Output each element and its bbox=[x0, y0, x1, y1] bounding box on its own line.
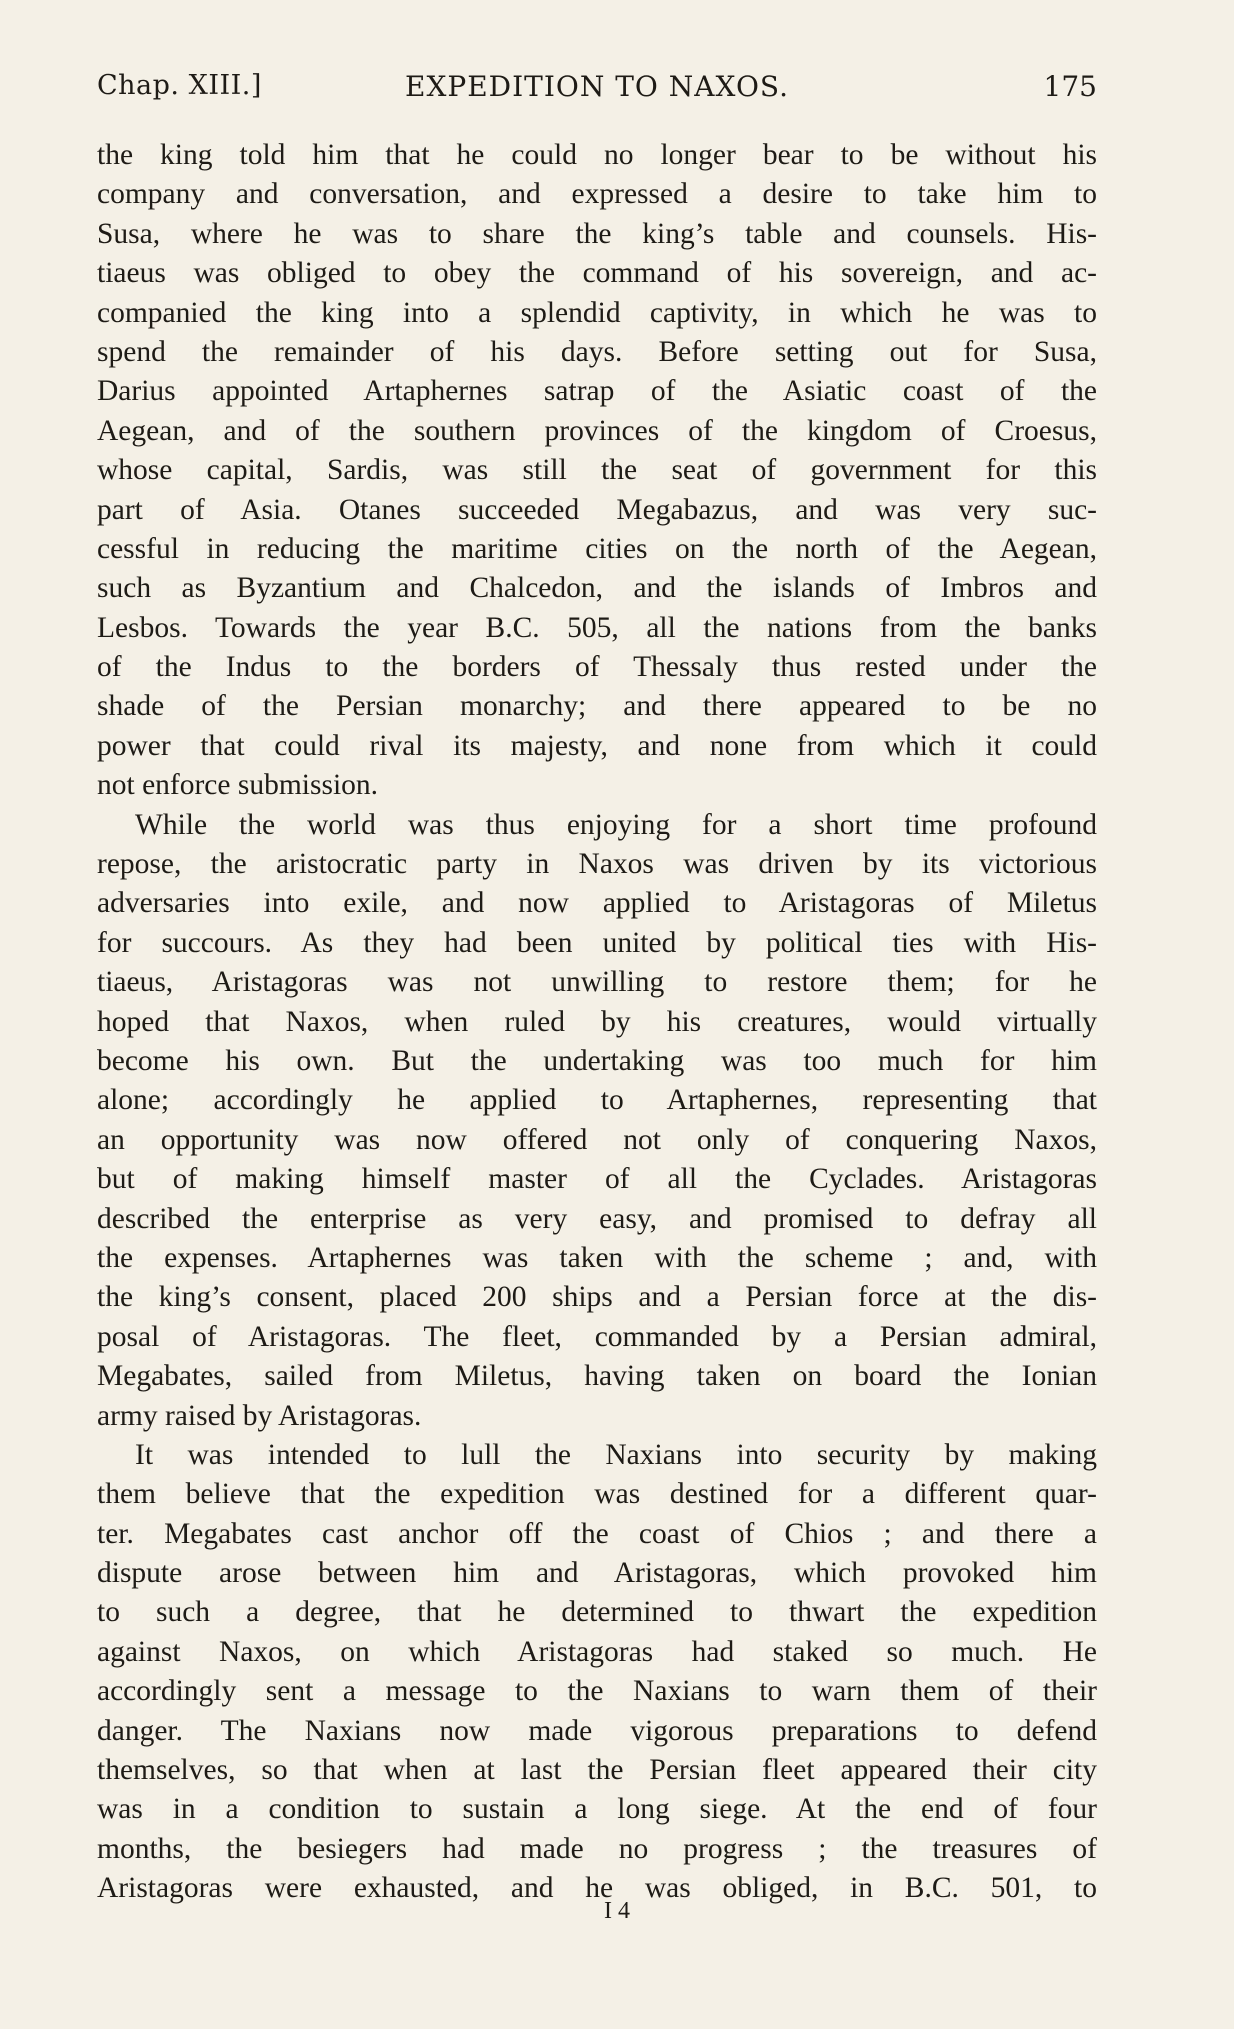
text-line: power that could rival its majesty, and none from which it could bbox=[97, 729, 1097, 762]
text-line: danger. The Naxians now made vigorous preparations to defend bbox=[97, 1714, 1097, 1747]
text-line: themselves, so that when at last the Persian fleet appeared their city bbox=[97, 1754, 1097, 1787]
text-line: the expenses. Artaphernes was taken with the scheme ; and, with bbox=[97, 1241, 1097, 1274]
chapter-label: Chap. XIII.] bbox=[97, 70, 262, 101]
text-line: company and conversation, and expressed a desire to take him to bbox=[97, 178, 1097, 211]
text-line: an opportunity was now offered not only of conquering Naxos, bbox=[97, 1123, 1097, 1156]
text-line: months, the besiegers had made no progress ; the treasures of bbox=[97, 1832, 1097, 1865]
text-line: for succours. As they had been united by political ties with His- bbox=[97, 926, 1097, 959]
text-line: cessful in reducing the maritime cities on the north of the Aegean, bbox=[97, 532, 1097, 565]
text-line: Lesbos. Towards the year B.C. 505, all the nations from the banks bbox=[97, 611, 1097, 644]
text-line: Aristagoras were exhausted, and he was obliged, in B.C. 501, to bbox=[97, 1872, 1097, 1905]
page-title: EXPEDITION TO NAXOS. bbox=[405, 70, 789, 103]
text-line: the king told him that he could no longer bear to be without his bbox=[97, 139, 1097, 171]
text-line: While the world was thus enjoying for a short time profound bbox=[135, 808, 1097, 841]
text-line: of the Indus to the borders of Thessaly thus rested under the bbox=[97, 651, 1097, 684]
text-line: described the enterprise as very easy, and promised to defray all bbox=[97, 1202, 1097, 1235]
text-line: to such a degree, that he determined to thwart the expedition bbox=[97, 1596, 1097, 1629]
text-line: accordingly sent a message to the Naxians to warn them of their bbox=[97, 1675, 1097, 1708]
text-line: dispute arose between him and Aristagoras, which provoked him bbox=[97, 1557, 1097, 1590]
text-line: become his own. But the undertaking was too much for him bbox=[97, 1044, 1097, 1077]
text-line: Megabates, sailed from Miletus, having taken on board the Ionian bbox=[97, 1360, 1097, 1393]
text-line: Darius appointed Artaphernes satrap of the Asiatic coast of the bbox=[97, 375, 1097, 408]
text-line: part of Asia. Otanes succeeded Megabazus, and was very suc- bbox=[97, 493, 1097, 526]
text-line: ter. Megabates cast anchor off the coast of Chios ; and there a bbox=[97, 1517, 1097, 1550]
text-line: tiaeus was obliged to obey the command of his sovereign, and ac- bbox=[97, 257, 1097, 290]
text-line: Aegean, and of the southern provinces of the kingdom of Croesus, bbox=[97, 414, 1097, 447]
text-line: alone; accordingly he applied to Artaphernes, representing that bbox=[97, 1084, 1097, 1117]
text-line: such as Byzantium and Chalcedon, and the islands of Imbros and bbox=[97, 572, 1097, 605]
body-text bbox=[97, 136, 1097, 1909]
text-line: hoped that Naxos, when ruled by his creatures, would virtually bbox=[97, 1005, 1097, 1038]
text-line: but of making himself master of all the Cyclades. Aristagoras bbox=[97, 1163, 1097, 1196]
text-line: whose capital, Sardis, was still the seat of government for this bbox=[97, 454, 1097, 487]
text-line: not enforce submission. bbox=[97, 769, 379, 802]
page-number: 175 bbox=[1043, 70, 1097, 103]
running-header bbox=[97, 70, 1097, 110]
text-line: adversaries into exile, and now applied to Aristagoras of Miletus bbox=[97, 887, 1097, 920]
text-line: against Naxos, on which Aristagoras had staked so much. He bbox=[97, 1635, 1097, 1668]
text-line: army raised by Aristagoras. bbox=[97, 1399, 422, 1432]
text-line: repose, the aristocratic party in Naxos was driven by its victorious bbox=[97, 848, 1097, 881]
text-line: Susa, where he was to share the king’s table and counsels. His- bbox=[97, 217, 1097, 250]
text-line: posal of Aristagoras. The fleet, commanded by a Persian admiral, bbox=[97, 1320, 1097, 1353]
text-line: them believe that the expedition was destined for a different quar- bbox=[97, 1478, 1097, 1511]
text-line: shade of the Persian monarchy; and there appeared to be no bbox=[97, 690, 1097, 723]
text-line: spend the remainder of his days. Before setting out for Susa, bbox=[97, 335, 1097, 368]
signature-mark: I 4 bbox=[604, 1898, 630, 1924]
text-line: companied the king into a splendid captivity, in which he was to bbox=[97, 296, 1097, 329]
text-line: It was intended to lull the Naxians into security by making bbox=[135, 1438, 1097, 1471]
text-line: was in a condition to sustain a long siege. At the end of four bbox=[97, 1793, 1097, 1826]
text-line: tiaeus, Aristagoras was not unwilling to restore them; for he bbox=[97, 966, 1097, 999]
text-line: the king’s consent, placed 200 ships and a Persian force at the dis- bbox=[97, 1281, 1097, 1314]
